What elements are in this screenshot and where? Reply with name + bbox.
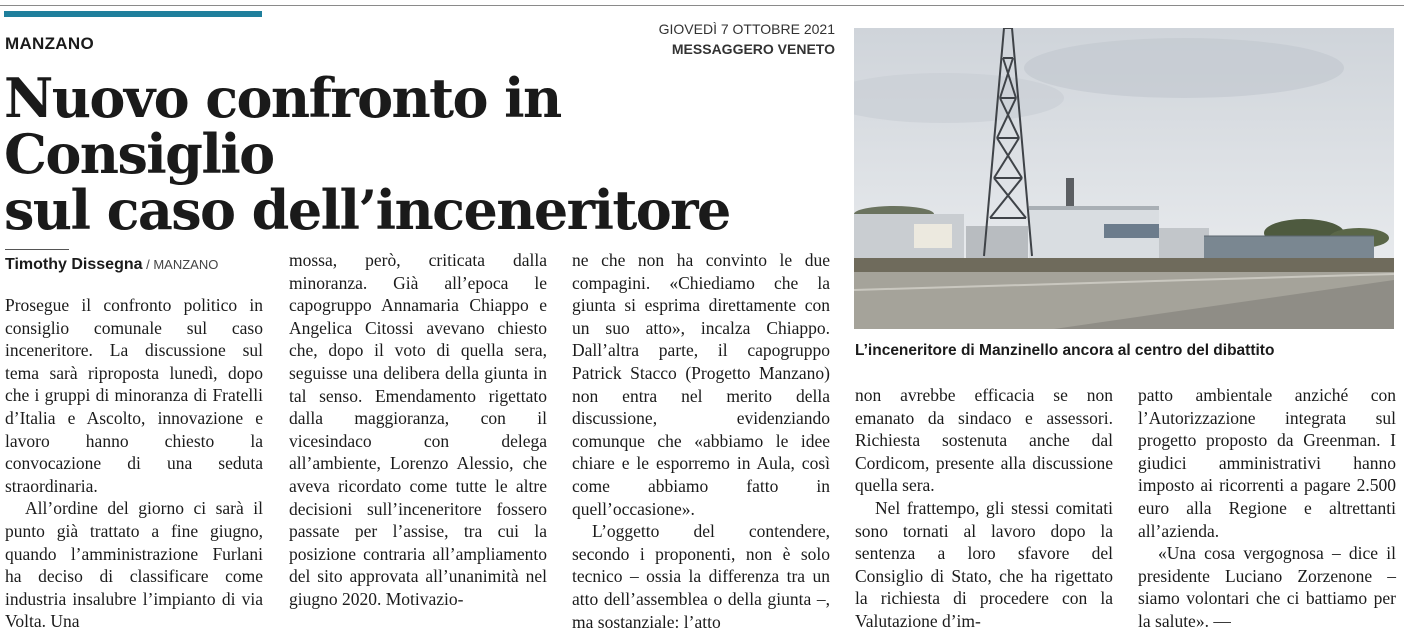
author-location: / MANZANO xyxy=(142,257,219,272)
paragraph: Nel frattempo, gli stessi comitati sono tornati al lavoro dopo la sentenza a loro sfavore del Consiglio di Stato, che ha rigettato la richiesta di procedere con la Valutazione d’im- xyxy=(855,497,1113,631)
paragraph: ne che non ha convinto le due compagini. «Chiediamo che la giunta si esprima direttamente con un suo atto», incalza Chiappo. Dall’altra parte, il capogruppo Patrick Stacco (Progetto Manzano) non entra nel merito della discussione, evidenziando comunque che «abbiamo le idee chiare e le esporremo in Aula, così come abbiamo fatto in quell’occasione». xyxy=(572,250,830,519)
paragraph: non avrebbe efficacia se non emanato da sindaco e assessori. Richiesta sostenuta anche dal Cordicom, presente alla discussione quella sera. xyxy=(855,385,1113,496)
byline xyxy=(5,256,218,274)
article-column-3 xyxy=(572,249,830,633)
headline-line-1: Nuovo confronto in Consiglio xyxy=(4,66,561,186)
issue-date: GIOVEDÌ 7 OTTOBRE 2021 xyxy=(658,21,835,37)
article-column-1 xyxy=(5,294,263,633)
article-column-4 xyxy=(855,384,1113,633)
byline-rule xyxy=(5,249,69,250)
top-rule xyxy=(0,5,1404,6)
paragraph: «Una cosa vergognosa – dice il presidente Luciano Zorzenone – siamo volontari che ci battiamo per la salute». — xyxy=(1138,543,1396,631)
article-column-2 xyxy=(289,249,547,611)
author-name: Timothy Dissegna xyxy=(5,256,143,273)
photo-caption: L’inceneritore di Manzinello ancora al centro del dibattito xyxy=(855,342,1275,359)
dateline xyxy=(560,19,835,59)
incinerator-photo-illustration xyxy=(854,28,1394,329)
incinerator-photo xyxy=(854,28,1394,329)
article-column-5 xyxy=(1138,384,1396,633)
paragraph: patto ambientale anziché con l’Autorizzazione integrata sul progetto proposto da Greenman. I giudici amministrativi hanno imposto ai ricorrenti a pagare 2.500 euro alla Regione e altrettanti all’azienda. xyxy=(1138,385,1396,541)
headline-line-2: sul caso dell’inceneritore xyxy=(4,178,730,242)
paragraph: mossa, però, criticata dalla minoranza. Già all’epoca le capogruppo Annamaria Chiappo e Angelica Citossi avevano chiesto che, dopo il voto di quella sera, seguisse una delibera della giunta in tal senso. Emendamento rigettato dalla maggioranza, con il vicesindaco con delega all’ambiente, Lorenzo Alessio, che aveva ricordato come tutte le altre decisioni sull’inceneritore fossero passate per l’assise, tra cui la posizione contraria all’ampliamento del sito approvata all’unanimità nel giugno 2020. Motivazio- xyxy=(289,250,547,609)
headline xyxy=(4,66,844,242)
paragraph: Prosegue il confronto politico in consiglio comunale sul caso inceneritore. La discussione sul tema sarà riproposta lunedì, dopo che i gruppi di minoranza di Fratelli d’Italia e Ascolto, innovazione e lavoro hanno chiesto la convocazione di una seduta straordinaria. xyxy=(5,295,263,496)
section-accent-bar xyxy=(4,11,262,17)
section-label: MANZANO xyxy=(5,34,94,53)
newspaper-name: MESSAGGERO VENETO xyxy=(671,41,835,57)
paragraph: L’oggetto del contendere, secondo i proponenti, non è solo tecnico – ossia la differenza tra un atto dell’assemblea o della giunta –, ma sostanziale: l’atto xyxy=(572,521,830,632)
paragraph: All’ordine del giorno ci sarà il punto già trattato a fine giugno, quando l’amministrazione Furlani ha deciso di classificare come industria insalubre l’impianto di via Volta. Una xyxy=(5,498,263,632)
